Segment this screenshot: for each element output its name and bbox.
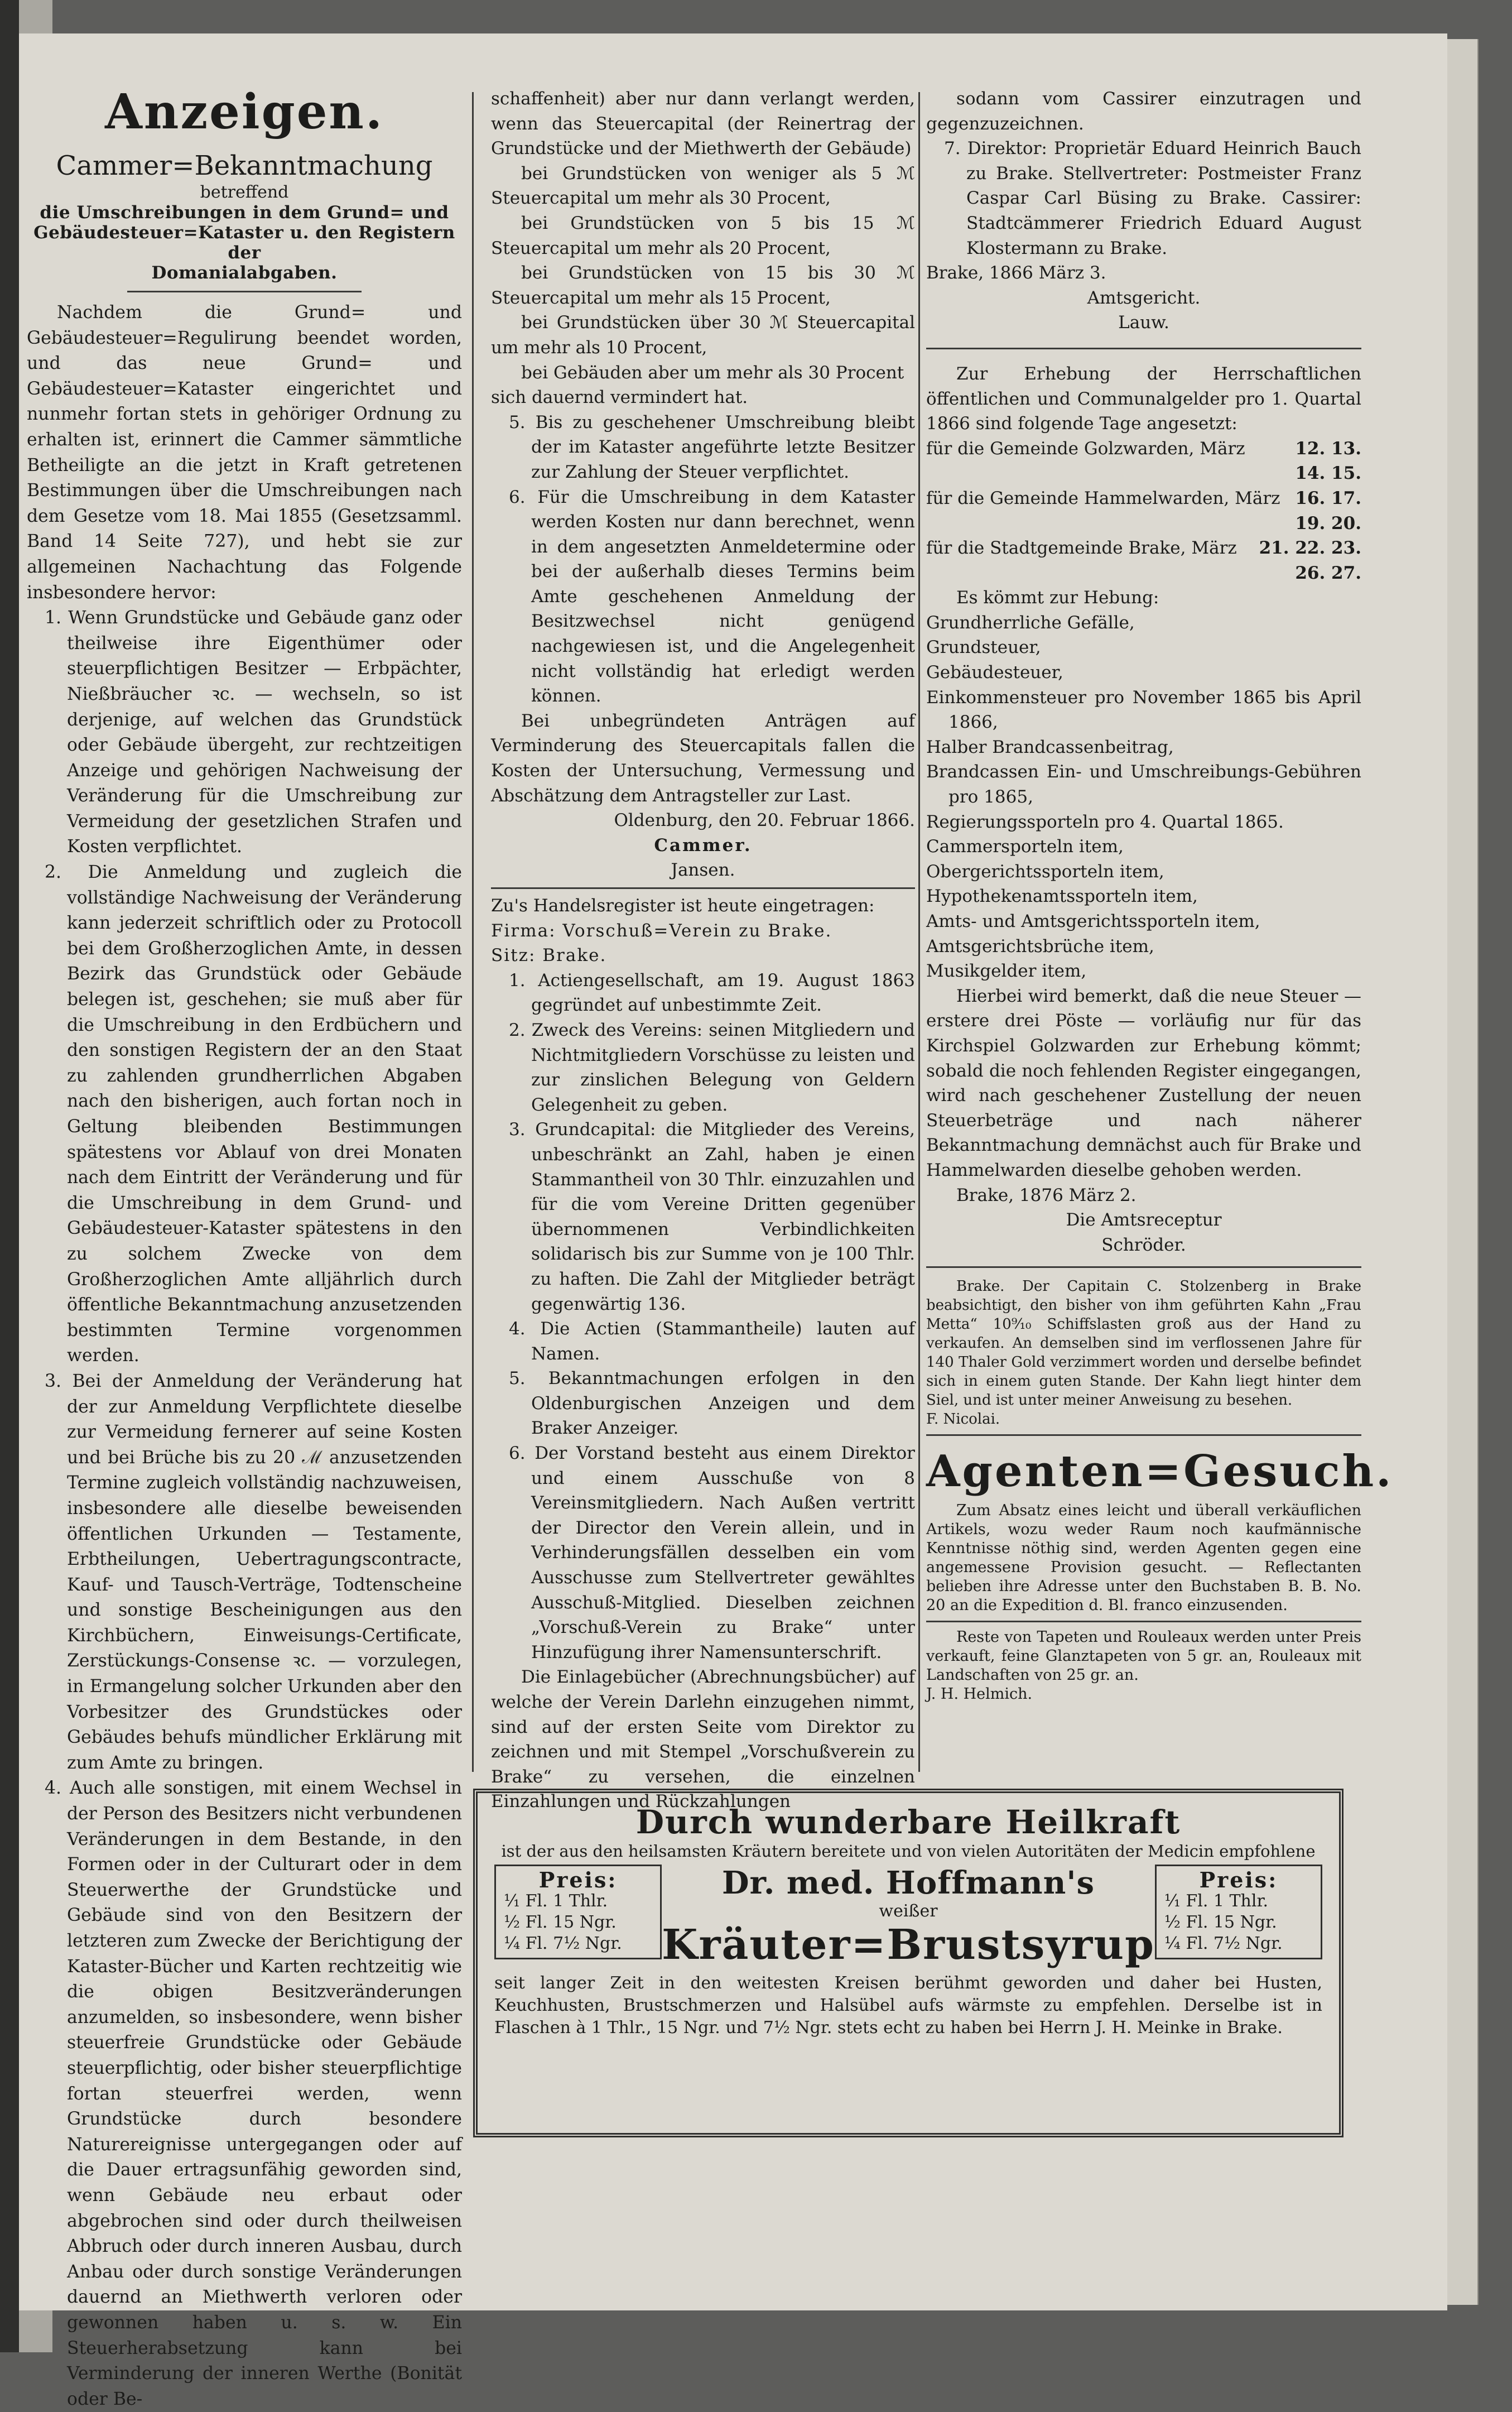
dateline: Oldenburg, den 20. Februar 1866. xyxy=(614,810,915,831)
tax-row-days: 21. 22. 23. xyxy=(1259,538,1361,559)
register-firm: Firma: Vorschuß=Verein zu Brake. xyxy=(491,920,832,941)
tax-row xyxy=(926,511,1361,536)
wallpaper-ad: Reste von Tapeten und Rouleaux werden unter Preis verkauft, feine Glanztapeten von 5 gr. an, Rouleaux mit Landschaften von 25 gr. an. xyxy=(926,1628,1361,1684)
signature: Schröder. xyxy=(1101,1234,1186,1255)
register-item: 6. Der Vorstand besteht aus einem Direktor und einem Ausschuße von 8 Vereinsmitgliedern. Nach Außen vertritt der Director den Verein allein, und in Verhinderungsfällen desselben ein vom Ausschusse zum Stellvertreter gewähltes Ausschuß-Mitglied. Dieselben zeichnen „Vorschuß-Verein zu Brake“ unter Hinzufügung ihrer Namensunterschrift. xyxy=(509,1443,915,1663)
column-rule xyxy=(472,92,474,1772)
notice-subject-line: die Umschreibungen in dem Grund= und xyxy=(40,203,449,223)
tax-list-item: Grundherrliche Gefälle, xyxy=(926,612,1135,633)
tax-row xyxy=(926,436,1361,462)
agent-ad-title: Agenten=Gesuch. xyxy=(926,1446,1394,1497)
tax-row xyxy=(926,536,1361,561)
page-stack-edge xyxy=(1447,39,1461,2305)
notice-intro: Nachdem die Grund= und Gebäudesteuer=Regulirung beendet worden, und das neue Grund= und Gebäudesteuer=Kataster eingerichtet und nunmehr fortan stets in gehöriger Ordnung zu erhalten ist, erinnert die Cammer sämmtliche Betheiligte an die jetzt in Kraft getretenen Bestimmungen über die Umschreibungen nach dem Gesetze vom 18. Mai 1855 (Gesetzsamml. Band 14 Seite 727), und hebt sie zur allgemeinen Nachachtung das Folgende insbesondere hervor: xyxy=(27,302,462,603)
ad-product: Kräuter=Brustsyrup xyxy=(662,1921,1155,1969)
notice-continuation: schaffenheit) aber nur dann verlangt werden, wenn das Steuercapital (der Reinertrag der Grundstücke und der Miethwerth der Gebäude) xyxy=(491,89,915,159)
price-line: ¹⁄₁ Fl. 1 Thlr. xyxy=(1164,1891,1269,1911)
column-1 xyxy=(27,84,462,2412)
tax-row xyxy=(926,561,1361,586)
column-2 xyxy=(491,87,915,1814)
divider xyxy=(926,1434,1361,1436)
ad-weisser: weißer xyxy=(879,1901,938,1921)
divider xyxy=(127,291,362,292)
tax-list-item: Obergerichtssporteln item, xyxy=(926,861,1164,882)
price-heading: Preis: xyxy=(538,1867,618,1892)
register-item: 4. Die Actien (Stammantheile) lauten auf Namen. xyxy=(509,1319,915,1364)
tax-lead: Es kömmt zur Hebung: xyxy=(956,588,1159,608)
price-line: ¹⁄₂ Fl. 15 Ngr. xyxy=(1164,1913,1277,1932)
book-spine xyxy=(0,0,19,2352)
signature: Cammer. xyxy=(654,835,752,856)
notice-item: 3. Bei der Anmeldung der Veränderung hat der zur Anmeldung Verpflichtete dieselbe zur Vermeidung fernerer auf seine Kosten und bei Brüche bis zu 20 ℳ anzusetzenden Termine zugleich vollständig nachzuweisen, insbesondere alle dieselbe beweisenden öffentlichen Urkunden — Testamente, Erbtheilungen, Uebertragungscontracte, Kauf- und Tausch-Verträge, Todtenscheine und sonstige Bescheinigungen aus den Kirchbüchern, Einweisungs-Certificate, Zerstückungs-Consense ꝛc. — vorzulegen, in Ermangelung solcher Urkunden aber den Vorbesitzer des Grundstückes oder Gebäudes behufs mündlicher Erklärung mit zum Amte zu bringen. xyxy=(45,1371,462,1773)
tax-row-days: 16. 17. xyxy=(1295,488,1361,508)
tax-row-days: 19. 20. xyxy=(1295,513,1361,534)
notice-item: 6. Für die Umschreibung in dem Kataster werden Kosten nur dann berechnet, wenn in dem angesetzten Anmeldetermine oder bei der außerhalb dieses Termins beim Amte geschehenen Anmeldung der Besitzwechsel nicht genügend nachgewiesen ist, und die Angelegenheit nicht vollständig hat erledigt werden können. xyxy=(509,487,915,707)
ad-doctor: Dr. med. Hoffmann's xyxy=(721,1865,1095,1901)
rate-end: sich dauernd vermindert hat. xyxy=(491,387,748,408)
ad-product-block xyxy=(662,1865,1155,1969)
tax-row-label: für die Stadtgemeinde Brake, März xyxy=(926,538,1237,559)
column-3 xyxy=(926,87,1394,1704)
register-item: 5. Bekanntmachungen erfolgen in den Oldenburgischen Anzeigen und dem Braker Anzeiger. xyxy=(509,1368,915,1439)
price-heading: Preis: xyxy=(1199,1867,1278,1892)
tax-list-item: Einkommensteuer pro November 1865 bis April 1866, xyxy=(926,687,1361,733)
agent-ad-body: Zum Absatz eines leicht und überall verkäuflichen Artikels, wozu weder Raum noch kaufmännische Kenntnisse nöthig sind, werden Agenten gegen eine angemessene Provision gesucht. — Reflectanten belieben ihre Adresse unter den Buchstaben B. B. No. 20 an die Expedition d. Bl. franco einzusenden. xyxy=(926,1502,1361,1615)
register-item: 1. Actiengesellschaft, am 19. August 1863 gegründet auf unbestimmte Zeit. xyxy=(509,970,915,1016)
tax-list-item: Regierungssporteln pro 4. Quartal 1865. xyxy=(926,811,1284,832)
tax-schedule xyxy=(926,436,1361,586)
syrup-advertisement xyxy=(473,1789,1344,2137)
tax-list-item: Amtsgerichtsbrüche item, xyxy=(926,936,1154,957)
notice-title: Cammer=Bekanntmachung xyxy=(56,150,433,181)
register-tail: Die Einlagebücher (Abrechnungsbücher) auf welche der Verein Darlehn einzugehen nimmt, sind auf der ersten Seite vom Direktor zu zeichnen und mit Stempel „Vorschußverein zu Brake“ zu versehen, die einzelnen Einzahlungen und Rückzahlungen xyxy=(491,1667,915,1812)
tax-list-item: Gebäudesteuer, xyxy=(926,662,1063,683)
tax-row-days: 12. 13. xyxy=(1295,438,1361,459)
register-continuation: sodann vom Cassirer einzutragen und gegenzuzeichnen. xyxy=(926,89,1361,134)
tax-list-item: Brandcassen Ein- und Umschreibungs-Gebühren pro 1865, xyxy=(926,762,1361,808)
tax-row-days: 14. 15. xyxy=(1295,463,1361,484)
notice-closing: Bei unbegründeten Anträgen auf Verminderung des Steuercapitals fallen die Kosten der Untersuchung, Vermessung und Abschätzung dem Antragsteller zur Last. xyxy=(491,710,915,806)
masthead: Anzeigen. xyxy=(105,84,384,140)
register-item: 2. Zweck des Vereins: seinen Mitgliedern und Nichtmitgliedern Vorschüsse zu leisten und zur zinslichen Belegung von Geldern Gelegenheit zu geben. xyxy=(509,1020,915,1115)
rate-line: bei Grundstücken über 30 ℳ Steuercapital um mehr als 10 Procent, xyxy=(491,313,915,358)
signature: F. Nicolai. xyxy=(926,1411,1000,1428)
divider xyxy=(926,1621,1361,1622)
signature: Lauw. xyxy=(1118,313,1169,333)
divider xyxy=(926,348,1361,349)
page-stack-edge xyxy=(1470,39,1479,2305)
price-line: ¹⁄₁ Fl. 1 Thlr. xyxy=(504,1891,608,1911)
ad-body: seit langer Zeit in den weitesten Kreisen berühmt geworden und daher bei Husten, Keuchhusten, Brustschmerzen und Halsübel aufs wärmste zu empfehlen. Derselbe ist in Flaschen à 1 Thlr., 15 Ngr. und 7¹⁄₂ Ngr. stets echt zu haben bei Herrn J. H. Meinke in Brake. xyxy=(494,1973,1322,2038)
notice-item: 4. Auch alle sonstigen, mit einem Wechsel in der Person des Besitzers nicht verbundenen Veränderungen in dem Bestande, in den Formen oder in der Culturart oder in dem Steuerwerthe der Grundstücke und Gebäude sind von den Besitzern der letzteren zum Zwecke der Berichtigung der Kataster-Bücher und Karten rechtzeitig wie die obigen Besitzveränderungen anzumelden, so insbesondere, wenn bisher steuerfreie Grundstücke oder Gebäude steuerpflichtig, oder bisher steuerpflichtige fortan steuerfrei werden, wenn Grundstücke durch besondere Naturereignisse untergegangen oder auf die Dauer ertragsunfähig geworden sind, wenn Gebäude neu erbaut oder abgebrochen sind oder durch theilweisen Abbruch oder durch inneren Ausbau, durch Anbau oder durch sonstige Veränderungen dauernd an Miethwerth verloren oder gewonnen haben u. s. w. Ein Steuerherabsetzung kann bei Verminderung der inneren Werthe (Bonität oder Be- xyxy=(45,1778,462,2409)
tax-note: Hierbei wird bemerkt, daß die neue Steuer — erstere drei Pöste — vorläufig nur für das Kirchspiel Golzwarden zur Erhebung kömmt; sobald die noch fehlenden Register eingegangen, wird nach geschehener Zustellung der neuen Steuerbeträge und nach näherer Bekanntmachung demnächst auch für Brake und Hammelwarden dieselbe gehoben werden. xyxy=(926,986,1361,1180)
signature: Jansen. xyxy=(671,860,735,881)
tax-list-item: Cammersporteln item, xyxy=(926,837,1124,857)
tax-intro: Zur Erhebung der Herrschaftlichen öffentlichen und Communalgelder pro 1. Quartal 1866 sind folgende Tage angesetzt: xyxy=(926,363,1361,434)
tax-list-item: Amts- und Amtsgerichtssporteln item, xyxy=(926,911,1260,931)
divider xyxy=(926,1266,1361,1268)
price-line: ¹⁄₄ Fl. 7¹⁄₂ Ngr. xyxy=(1164,1934,1283,1953)
price-box-right xyxy=(1155,1865,1322,1959)
tax-list-item: Halber Brandcassenbeitrag, xyxy=(926,737,1174,757)
tax-list-item: Musikgelder item, xyxy=(926,961,1087,982)
register-intro: Zu's Handelsregister ist heute eingetragen: xyxy=(491,896,875,916)
page-stack-edge xyxy=(1460,39,1471,2305)
rate-line: bei Grundstücken von 5 bis 15 ℳ Steuercapital um mehr als 20 Procent, xyxy=(491,213,915,258)
tax-row xyxy=(926,486,1361,511)
divider xyxy=(491,887,915,889)
notice-item: 5. Bis zu geschehener Umschreibung bleibt der im Kataster angeführte letzte Besitzer zur Zahlung der Steuer verpflichtet. xyxy=(509,412,915,482)
notice-subject-line: Gebäudesteuer=Kataster u. den Registern der xyxy=(33,223,455,263)
tax-row-label: für die Gemeinde Golzwarden, März xyxy=(926,438,1245,459)
ad-middle xyxy=(494,1865,1322,1969)
rate-line: bei Grundstücken von 15 bis 30 ℳ Steuercapital um mehr als 15 Procent, xyxy=(491,263,915,308)
tax-row xyxy=(926,461,1361,486)
register-seat: Sitz: Brake. xyxy=(491,945,607,966)
price-line: ¹⁄₄ Fl. 7¹⁄₂ Ngr. xyxy=(504,1934,622,1953)
notice-betreffend: betreffend xyxy=(200,182,289,202)
tax-row-days: 26. 27. xyxy=(1295,563,1361,583)
dateline: Brake, 1876 März 2. xyxy=(956,1185,1137,1205)
price-line: ¹⁄₂ Fl. 15 Ngr. xyxy=(504,1913,617,1932)
signature: J. H. Helmich. xyxy=(926,1685,1033,1703)
rate-line: bei Gebäuden aber um mehr als 30 Procent xyxy=(521,362,904,383)
notice-subject-line: Domanialabgaben. xyxy=(151,263,338,283)
notice-item: 1. Wenn Grundstücke und Gebäude ganz oder theilweise ihre Eigenthümer oder steuerpflichtigen Besitzer — Erbpächter, Nießbräucher ꝛc. — wechseln, so ist derjenige, auf welchen das Grundstück oder Gebäude übergeht, zur rechtzeitigen Anzeige und gehörigen Nachweisung der Veränderung für die Umschreibung zur Vermeidung der gesetzlichen Strafen und Kosten verpflichtet. xyxy=(45,608,462,857)
signature: Amtsgericht. xyxy=(1087,287,1201,308)
register-item: 7. Direktor: Proprietär Eduard Heinrich Bauch zu Brake. Stellvertreter: Postmeister Franz Caspar Carl Büsing zu Brake. Cassirer: Stadtcämmerer Friedrich Eduard August Klostermann zu Brake. xyxy=(944,138,1361,258)
ship-sale-notice: Brake. Der Capitain C. Stolzenberg in Brake beabsichtigt, den bisher von ihm geführten Kahn „Frau Metta“ 10⁹⁄₁₀ Schiffslasten groß aus der Hand zu verkaufen. An demselben sind im verflossenen Jahre für 140 Thaler Gold verzimmert worden und derselbe befindet sich in einem guten Stande. Der Kahn liegt hinter dem Siel, und ist unter meiner Anweisung zu besehen. xyxy=(926,1278,1361,1409)
register-item: 3. Grundcapital: die Mitglieder des Vereins, unbeschränkt an Zahl, haben je einen Stammantheil von 30 Thlr. einzuzahlen und für die vom Vereine Dritten gegenüber übernommenen Verbindlichkeiten solidarisch bis zur Summe von je 100 Thlr. zu haften. Die Zahl der Mitglieder beträgt gegenwärtig 136. xyxy=(509,1119,915,1314)
tax-list-item: Grundsteuer, xyxy=(926,637,1041,658)
tax-list-item: Hypothekenamtssporteln item, xyxy=(926,886,1198,907)
signature: Die Amtsreceptur xyxy=(1066,1210,1222,1231)
tax-row-label: für die Gemeinde Hammelwarden, März xyxy=(926,488,1280,508)
rate-line: bei Grundstücken von weniger als 5 ℳ Steuercapital um mehr als 30 Procent, xyxy=(491,163,915,209)
price-box-left xyxy=(494,1865,662,1959)
ad-subtitle: ist der aus den heilsamsten Kräutern bereitete und von vielen Autoritäten der Medicin empfohlene xyxy=(501,1842,1316,1861)
notice-item: 2. Die Anmeldung und zugleich die vollständige Nachweisung der Veränderung kann jederzeit schriftlich oder zu Protocoll bei dem Großherzoglichen Amte, in dessen Bezirk das Grundstück oder Gebäude belegen ist, geschehen; sie muß aber für die Umschreibung in den Erdbüchern und den sonstigen Registern der an den Staat zu zahlenden grundherrlichen Abgaben nach den bisherigen, auch fortan noch in Geltung bleibenden Bestimmungen spätestens vor Ablauf von drei Monaten nach dem Eintritt der Veränderung und für die Umschreibung in dem Grund- und Gebäudesteuer-Kataster spätestens in den zu solchem Zwecke von dem Großherzoglichen Amte alljährlich durch öffentliche Bekanntmachung anzusetzenden bestimmten Termine vorgenommen werden. xyxy=(45,862,462,1366)
ad-title: Durch wunderbare Heilkraft xyxy=(635,1803,1181,1841)
dateline: Brake, 1866 März 3. xyxy=(926,263,1106,284)
column-rule xyxy=(918,92,920,1772)
